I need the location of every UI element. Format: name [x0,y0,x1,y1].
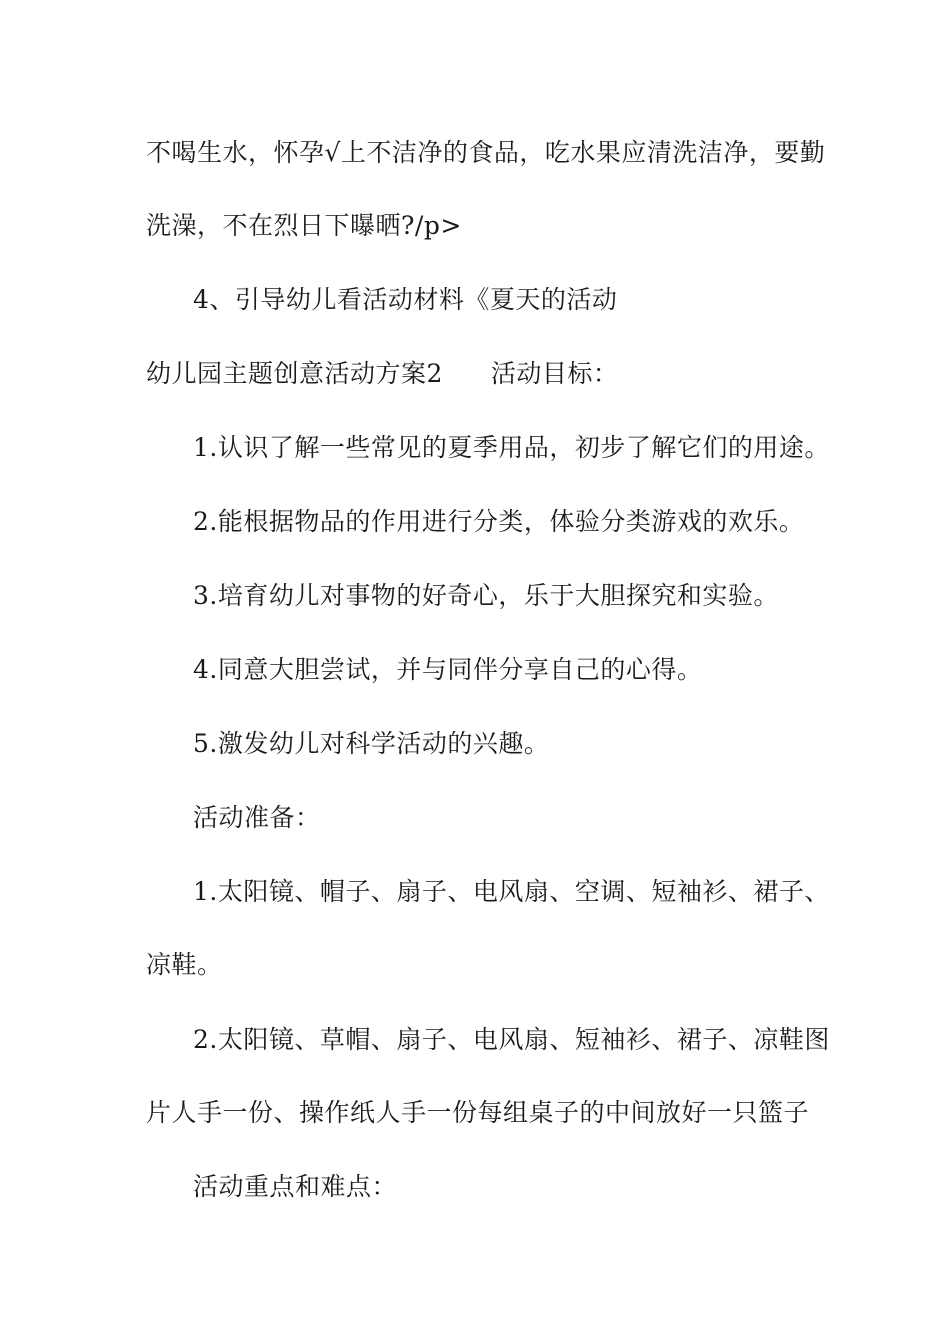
section-heading-line [146,359,618,389]
list-item: 3.培育幼儿对事物的好奇心，乐于大胆探究和实验。 [193,581,779,610]
list-item: 1.太阳镜、帽子、扇子、电风扇、空调、短袖衫、裙子、 [193,877,830,906]
list-item: 2.太阳镜、草帽、扇子、电风扇、短袖衫、裙子、凉鞋图 [193,1025,830,1054]
paragraph-line: 洗澡，不在烈日下曝晒?/p> [146,211,462,240]
list-item: 4.同意大胆尝试，并与同伴分享自己的心得。 [193,655,703,684]
list-item: 1.认识了解一些常见的夏季用品，初步了解它们的用途。 [193,433,830,462]
section-title: 幼儿园主题创意活动方案2 [146,359,443,388]
list-item-continuation: 片人手一份、操作纸人手一份每组桌子的中间放好一只篮子 [146,1098,810,1127]
list-item-continuation: 凉鞋。 [146,950,223,979]
subsection-heading: 活动准备： [193,803,321,832]
subsection-heading: 活动目标： [490,359,619,388]
paragraph-line: 4、引导幼儿看活动材料《夏天的活动 [193,285,618,314]
list-item: 2.能根据物品的作用进行分类，体验分类游戏的欢乐。 [193,507,805,536]
subsection-heading: 活动重点和难点： [193,1172,398,1201]
paragraph-line: 不喝生水，怀孕√上不洁净的食品，吃水果应清洗洁净，要勤 [146,138,826,167]
list-item: 5.激发幼儿对科学活动的兴趣。 [193,729,550,758]
